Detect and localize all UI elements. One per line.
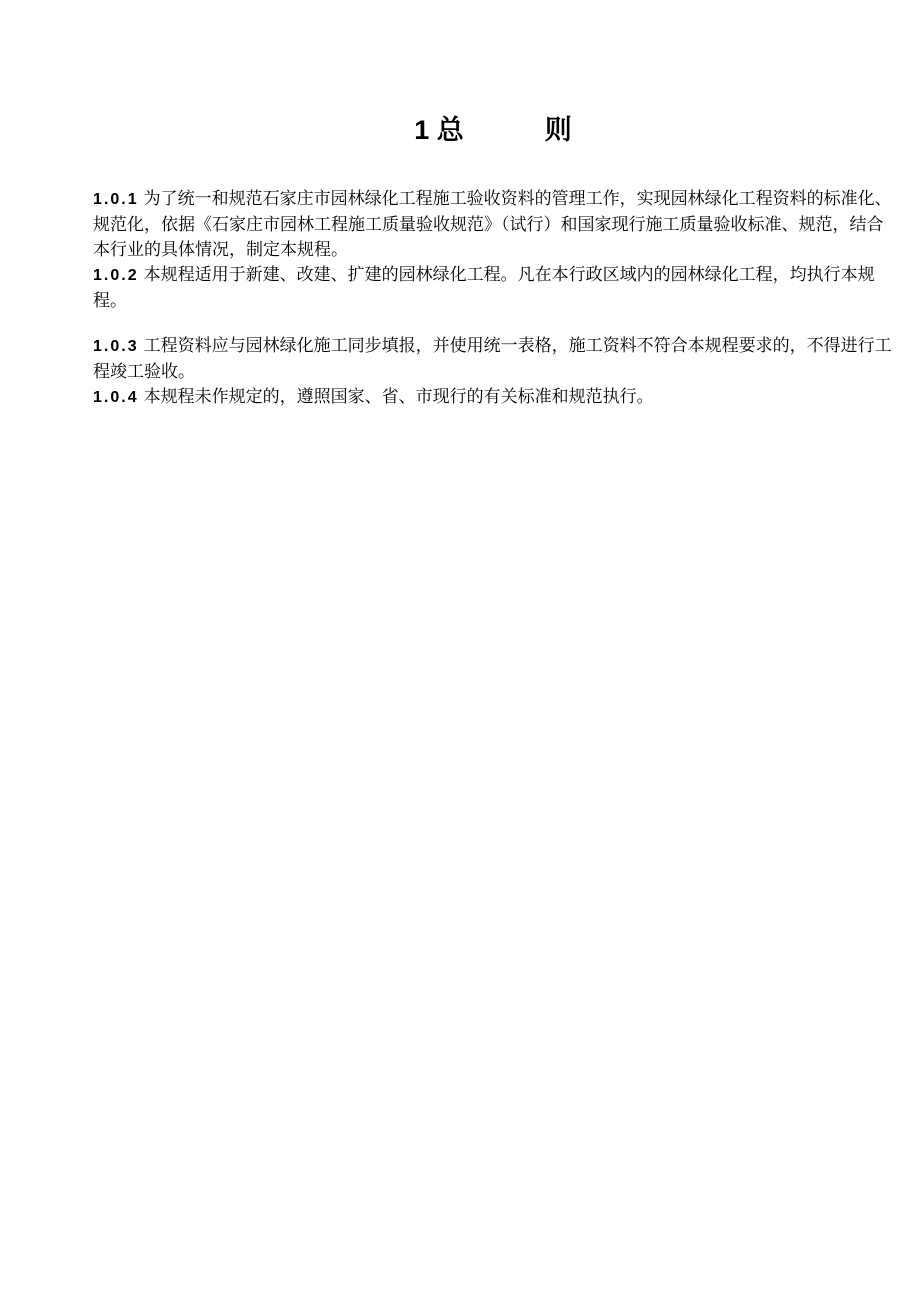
page-content: [93, 0, 893, 410]
clause-text: 本规程未作规定的，遵照国家、省、市现行的有关标准和规范执行。: [143, 387, 654, 406]
clause-number: 1.0.4: [93, 389, 139, 406]
clause-1-0-4: [93, 384, 893, 410]
clause-text: 本规程适用于新建、改建、扩建的园林绿化工程。凡在本行政区域内的园林绿化工程，均执行本规程。: [93, 265, 875, 310]
clause-text: 工程资料应与园林绿化施工同步填报，并使用统一表格，施工资料不符合本规程要求的，不得进行工程竣工验收。: [93, 336, 892, 381]
clause-1-0-1: [93, 186, 893, 262]
clause-number: 1.0.1: [93, 191, 139, 208]
page-title: 1 总 则: [414, 115, 572, 145]
clause-text: 为了统一和规范石家庄市园林绿化工程施工验收资料的管理工作，实现园林绿化工程资料的标准化、规范化，依据《石家庄市园林工程施工质量验收规范》（试行）和国家现行施工质量验收标准、规范，结合本行业的具体情况，制定本规程。: [93, 189, 892, 259]
clause-1-0-3: [93, 333, 893, 384]
clause-number: 1.0.2: [93, 267, 139, 284]
clause-1-0-2: [93, 262, 893, 313]
blank-line: [93, 313, 893, 333]
clause-number: 1.0.3: [93, 338, 139, 355]
